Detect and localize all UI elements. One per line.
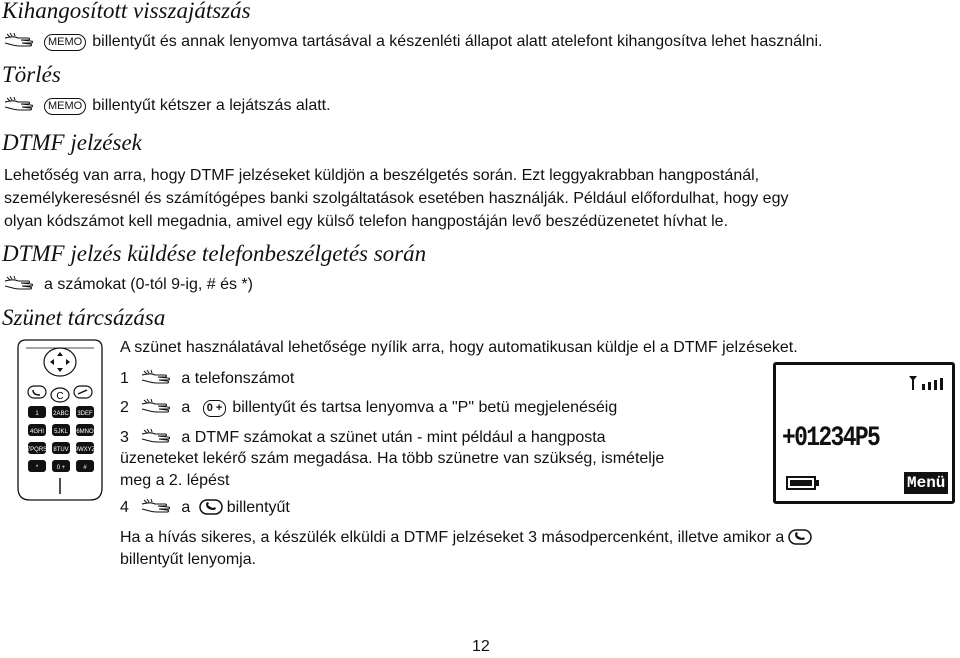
talk-key-icon	[788, 529, 812, 545]
key-9: 9WXYZ	[74, 447, 96, 453]
pause-intro: A szünet használatával lehetősége nyílik arra, hogy automatikusan küldje el a DTMF jelzéseket.	[120, 339, 798, 356]
hand-press-icon	[141, 398, 175, 414]
key-6: 6MNO	[76, 429, 94, 435]
key-star: *	[35, 465, 39, 471]
key-2: 2ABC	[53, 411, 69, 417]
key-5: 5JKL	[54, 429, 68, 435]
page-number: 12	[472, 638, 490, 655]
hand-press-icon	[4, 275, 38, 291]
dtmf-line-3: olyan kódszámot kell megadnia, amivel egy külső telefon hangpostáján levő beszédüzenetet hívhat le.	[4, 213, 729, 230]
paragraph-dtmf-send	[4, 274, 253, 296]
step-4-text: billentyűt	[226, 499, 290, 516]
heading-pause-dial: Szünet tárcsázása	[2, 305, 166, 330]
navigation-pad	[44, 348, 76, 376]
step-3-number: 3	[120, 429, 129, 446]
handset-illustration	[12, 338, 108, 503]
step-1-text: a telefonszámot	[181, 370, 295, 387]
dtmf-line-2: személykeresésnél és számítógépes banki szolgáltatások esetében használják. Például előfordulhat, hogy egy	[4, 190, 789, 207]
heading-delete: Törlés	[2, 62, 61, 87]
battery-icon	[786, 475, 820, 491]
step-4	[120, 497, 290, 519]
heading-dtmf: DTMF jelzések	[2, 130, 142, 155]
dtmf-line-1: Lehetőség van arra, hogy DTMF jelzéseket küldjön a beszélgetés során. Ezt leggyakrabban hangpostánál,	[4, 167, 760, 184]
step-2	[120, 397, 617, 419]
menu-softkey: Menü	[904, 472, 948, 494]
zero-plus-key-icon: 0 +	[203, 400, 227, 417]
key-8: 8TUV	[53, 447, 69, 453]
hand-press-icon	[141, 498, 175, 514]
final-text-1: Ha a hívás sikeres, a készülék elküldi a DTMF jelzéseket 3 másodpercenként, illetve amikor a	[120, 529, 785, 546]
key-0: 0 +	[56, 465, 66, 471]
paragraph-delete	[4, 95, 331, 117]
step-1-number: 1	[120, 370, 129, 387]
dtmf-send-text: a számokat (0-tól 9-ig, # és *)	[44, 276, 253, 293]
step-4-number: 4	[120, 499, 129, 516]
memo-key-icon: MEMO	[44, 98, 86, 115]
step-4-a: a	[181, 499, 191, 516]
key-4: 4GHI	[29, 429, 45, 435]
hand-press-icon	[4, 96, 38, 112]
paragraph-speaker-playback	[4, 31, 822, 53]
talk-key-icon	[199, 499, 223, 515]
step-3-line-1: a DTMF számokat a szünet után - mint például a hangposta	[181, 429, 606, 446]
key-7: 7PQRS	[26, 447, 48, 453]
step-3-line-2: üzeneteket lekérő szám megadása. Ha több szünetre van szükség, ismételje	[120, 450, 665, 467]
hand-press-icon	[141, 428, 175, 444]
key-1: 1	[35, 411, 39, 417]
final-line-2: billentyűt lenyomja.	[120, 551, 257, 568]
hand-press-icon	[4, 32, 38, 48]
key-3: 3DEF	[77, 411, 93, 417]
signal-strength-icon	[908, 373, 948, 391]
talk-key-icon	[28, 386, 46, 398]
speaker-playback-text: billentyűt és annak lenyomva tartásával a készenléti állapot alatt atelefont kihangosítva lehet használni.	[92, 33, 823, 50]
step-2-text: billentyűt és tartsa lenyomva a "P" betü megjelenéséig	[232, 399, 618, 416]
key-hash: #	[83, 465, 87, 471]
dialed-number-display: +01234P5	[782, 423, 880, 454]
step-3-line-3: meg a 2. lépést	[120, 472, 230, 489]
delete-text: billentyűt kétszer a lejátszás alatt.	[92, 97, 331, 114]
heading-speaker-playback: Kihangosított visszajátszás	[2, 0, 251, 23]
step-1	[120, 368, 294, 390]
lcd-display	[773, 362, 955, 504]
hand-press-icon	[141, 369, 175, 385]
clear-key	[51, 388, 69, 402]
step-2-number: 2	[120, 399, 129, 416]
memo-key-icon: MEMO	[44, 34, 86, 51]
svg-text:C: C	[56, 391, 64, 402]
step-3	[120, 427, 606, 449]
step-2-a: a	[181, 399, 191, 416]
heading-dtmf-send: DTMF jelzés küldése telefonbeszélgetés során	[2, 241, 427, 266]
final-line-1	[120, 527, 816, 549]
